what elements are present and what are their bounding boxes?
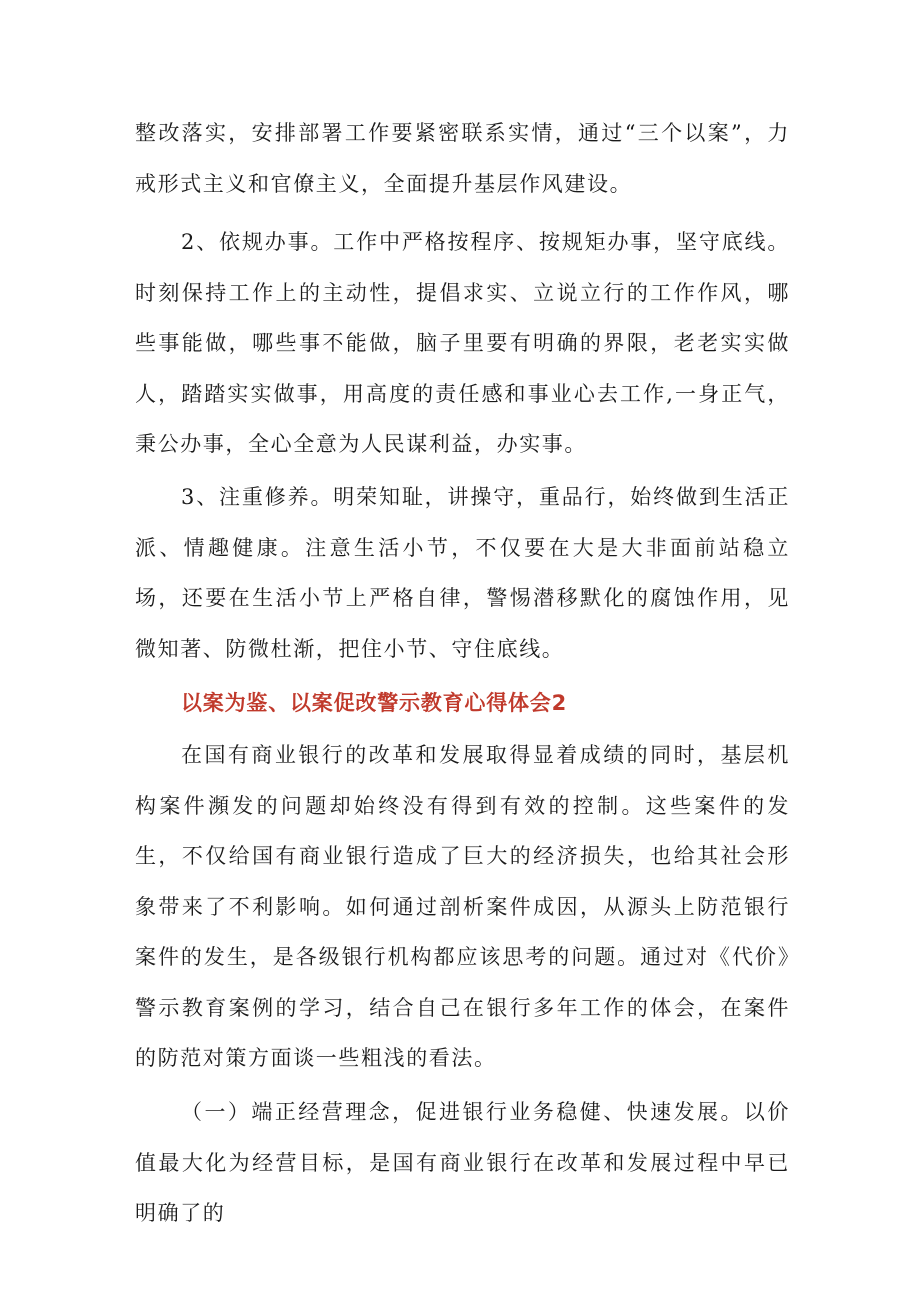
section-heading: 以案为鉴、以案促改警示教育心得体会2 (181, 691, 568, 715)
paragraph-item-2: 2、依规办事。工作中严格按程序、按规矩办事，坚守底线。时刻保持工作上的主动性，提倡求实、立说立行的工作作风，哪些事能做，哪些事不能做，脑子里要有明确的界限，老老实实做人，踏踏实实做事，用高度的责任感和事业心去工作,一身正气，秉公办事，全心全意为人民谋利益，办实事。 (135, 230, 790, 456)
paragraph-continuation: 整改落实，安排部署工作要紧密联系实情，通过“三个以案”，力戒形式主义和官僚主义，全面提升基层作风建设。 (135, 121, 790, 196)
paragraph-point-1: （一）端正经营理念，促进银行业务稳健、快速发展。以价值最大化为经营目标，是国有商业银行在改革和发展过程中早已明确了的 (135, 1100, 790, 1225)
paragraph-intro: 在国有商业银行的改革和发展取得显着成绩的同时，基层机构案件瀕发的问题却始终没有得到有效的控制。这些案件的发生，不仅给国有商业银行造成了巨大的经济损失，也给其社会形象带来了不利影响。如何通过剖析案件成因，从源头上防范银行案件的发生，是各级银行机构都应该思考的问题。通过对《代价》警示教育案例的学习，结合自己在银行多年工作的体会，在案件的防范对策方面谈一些粗浅的看法。 (135, 743, 790, 1070)
paragraph-item-3: 3、注重修养。明荣知耻，讲操守，重品行，始终做到生活正派、情趣健康。注意生活小节，不仅要在大是大非面前站稳立场，还要在生活小节上严格自律，警惕潜移默化的腐蚀作用，见微知著、防微杜渐，把住小节、守住底线。 (135, 485, 790, 661)
